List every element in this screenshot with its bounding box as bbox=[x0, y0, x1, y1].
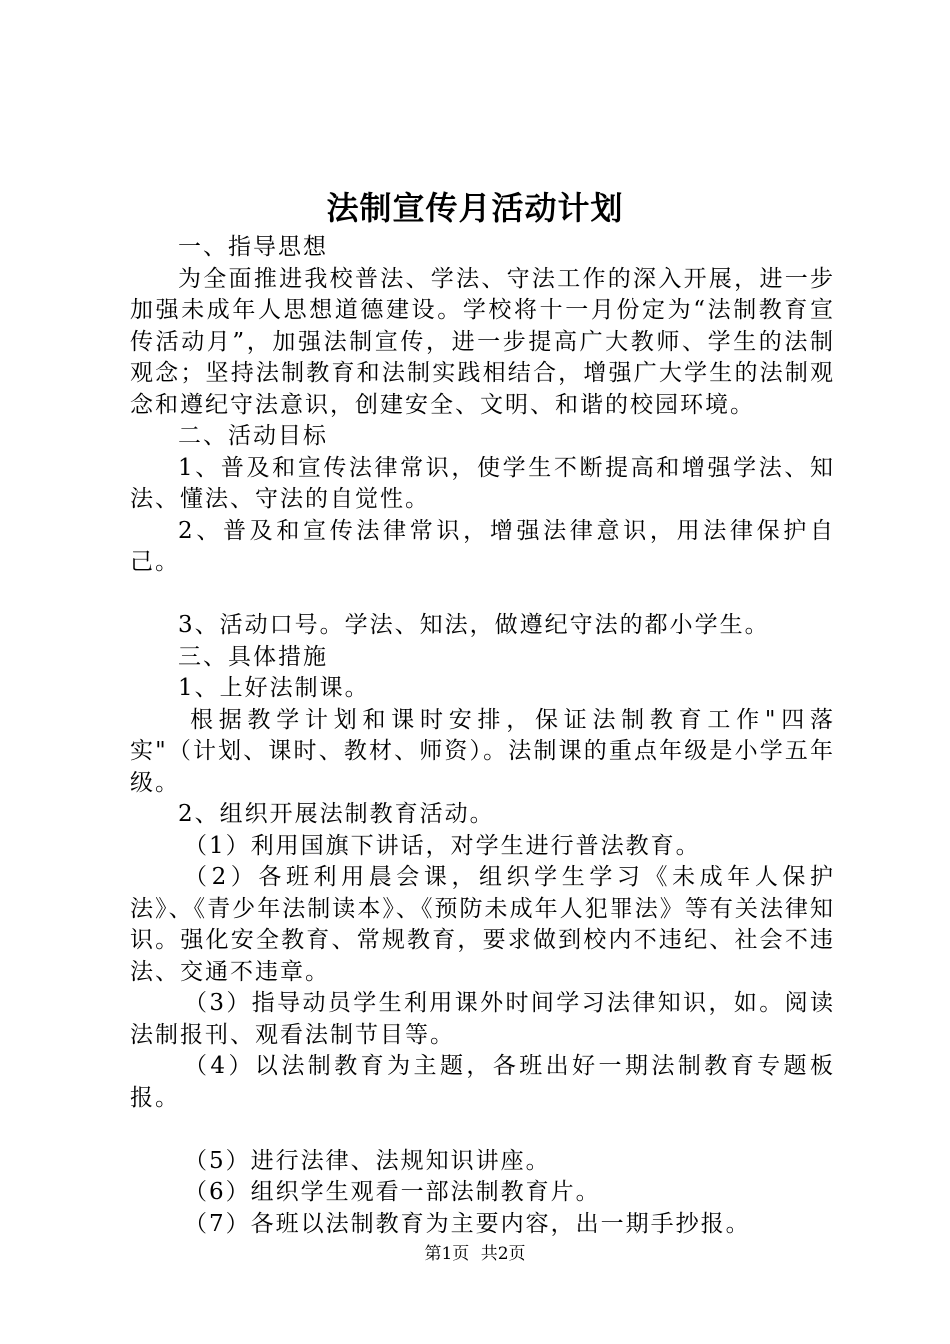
section-heading: 二、活动目标 bbox=[178, 423, 328, 449]
page-total: 共2页 bbox=[480, 1244, 526, 1264]
paragraph: 根据教学计划和课时安排，保证法制教育工作"四落实"（计划、课时、教材、师资）。法制课的重点年级是小学五年级。 bbox=[130, 706, 835, 796]
list-item: （4）以法制教育为主题，各班出好一期法制教育专题板报。 bbox=[130, 1053, 835, 1111]
list-item: （1）利用国旗下讲话，对学生进行普法教育。 bbox=[184, 832, 701, 859]
list-item: （7）各班以法制教育为主要内容，出一期手抄报。 bbox=[184, 1210, 751, 1237]
document-title: 法制宣传月活动计划 bbox=[326, 189, 624, 227]
document-body bbox=[130, 232, 835, 1240]
list-item: （6）组织学生观看一部法制教育片。 bbox=[184, 1179, 601, 1205]
list-item: （3）指导动员学生利用课外时间学习法律知识，如。阅读法制报刊、观看法制节目等。 bbox=[130, 990, 835, 1048]
paragraph: 3、活动口号。学法、知法，做遵纪守法的都小学生。 bbox=[178, 612, 770, 638]
section-heading: 三、具体措施 bbox=[178, 643, 328, 670]
section-heading: 一、指导思想 bbox=[178, 234, 328, 260]
paragraph: 2、组织开展法制教育活动。 bbox=[178, 801, 495, 827]
paragraph: 1、上好法制课。 bbox=[178, 675, 370, 701]
paragraph: 2、普及和宣传法律常识，增强法律意识，用法律保护自己。 bbox=[130, 517, 835, 575]
list-item: （5）进行法律、法规知识讲座。 bbox=[184, 1147, 551, 1174]
list-item: （2）各班利用晨会课，组织学生学习《未成年人保护法》、《青少年法制读本》、《预防未成年人犯罪法》等有关法律知识。强化安全教育、常规教育，要求做到校内不违纪、社会不违法、交通不违章。 bbox=[130, 864, 835, 985]
page-footer bbox=[0, 1243, 950, 1265]
paragraph: 1、普及和宣传法律常识，使学生不断提高和增强学法、知法、懂法、守法的自觉性。 bbox=[130, 454, 835, 512]
paragraph: 为全面推进我校普法、学法、守法工作的深入开展，进一步加强未成年人思想道德建设。学校将十一月份定为“法制教育宣传活动月”，加强法制宣传，进一步提高广大教师、学生的法制观念；坚持法制教育和法制实践相结合，增强广大学生的法制观念和遵纪守法意识，创建安全、文明、和谐的校园环境。 bbox=[130, 265, 835, 418]
page-number: 第1页 bbox=[424, 1244, 470, 1264]
